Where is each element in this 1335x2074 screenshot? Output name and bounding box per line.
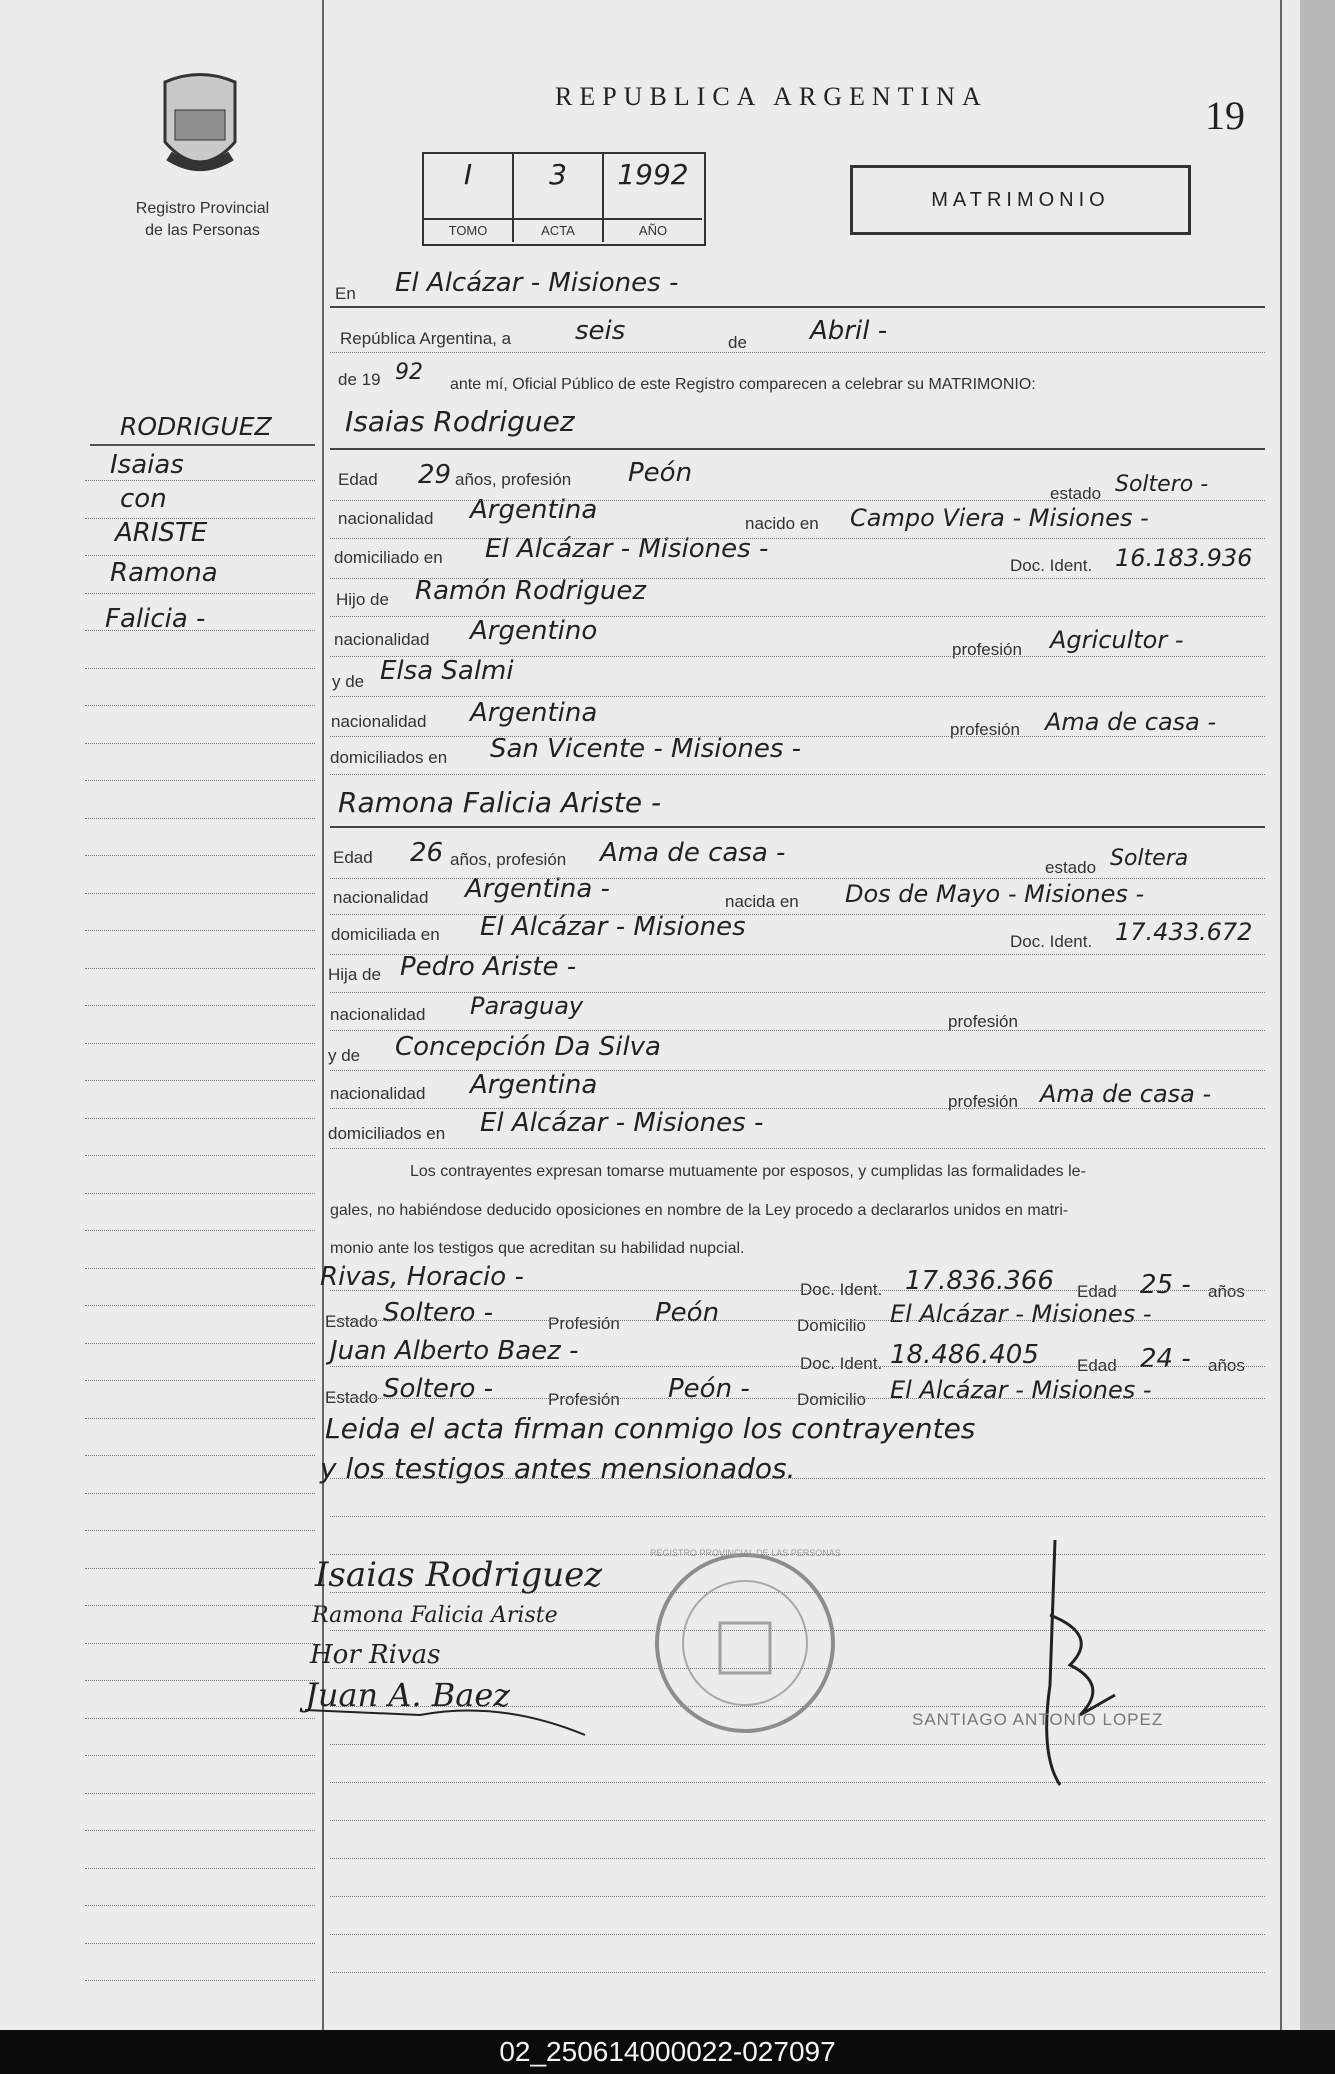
bride-birthplace: Dos de Mayo - Misiones - (845, 880, 1145, 908)
witness-1-profession: Peón (655, 1298, 720, 1328)
margin-line (85, 1268, 315, 1269)
ruled-line (330, 1366, 1265, 1367)
margin-line (85, 930, 315, 931)
record-index-box (422, 152, 706, 246)
bride-father-prof-label: profesión (948, 1012, 1018, 1031)
misiones-seal-icon (155, 72, 245, 182)
ruled-line (330, 1896, 1265, 1897)
bride-civil-status: Soltera (1110, 846, 1189, 871)
groom-father-nationality: Argentino (470, 616, 598, 646)
groom-anos-label: años, profesión (455, 470, 572, 489)
margin-line (85, 1155, 315, 1156)
margin-line (85, 780, 315, 781)
witness-2-civil-status: Soltero - (383, 1374, 494, 1404)
bride-name: Ramona Falicia Ariste - (338, 786, 662, 819)
margin-line (85, 1080, 315, 1081)
margin-line (85, 1118, 315, 1119)
margin-line (85, 1905, 315, 1906)
ruled-line (330, 500, 1265, 501)
margin-rule (90, 444, 315, 446)
margin-line (85, 593, 315, 594)
groom-hijo-label: Hijo de (336, 590, 389, 609)
groom-parents-dom-label: domiciliados en (330, 748, 448, 767)
groom-address: El Alcázar - Misiones - (485, 534, 769, 564)
ruled-line (330, 1478, 1265, 1479)
country-title: REPUBLICA ARGENTINA (555, 82, 988, 111)
signature-bride: Ramona Falicia Ariste (312, 1603, 558, 1628)
margin-surname-groom: RODRIGUEZ (120, 412, 272, 441)
margin-line (85, 480, 315, 481)
witness-1-address: El Alcázar - Misiones - (890, 1300, 1152, 1328)
ruled-line (330, 878, 1265, 879)
groom-father-prof-label: profesión (952, 640, 1022, 659)
acta-value: 3 (549, 158, 567, 191)
scan-filename: 02_250614000022-027097 (499, 2036, 836, 2067)
ruled-line (330, 954, 1265, 955)
margin-con: con (120, 484, 167, 514)
bride-address: El Alcázar - Misiones (480, 912, 746, 942)
signature-witness-2: Juan A. Baez (305, 1676, 511, 1714)
anio-cell (604, 154, 702, 242)
margin-line (85, 1418, 315, 1419)
witness-1-anos-label: años (1208, 1282, 1245, 1301)
groom-nac-label: nacionalidad (338, 509, 434, 528)
official-signature-icon (1020, 1535, 1140, 1795)
margin-line (85, 630, 315, 631)
witness-2-address: El Alcázar - Misiones - (890, 1376, 1152, 1404)
bride-doc-label: Doc. Ident. (1010, 932, 1093, 951)
margin-line (85, 518, 315, 519)
year-suffix: 92 (395, 360, 423, 385)
ruled-line (330, 826, 1265, 828)
ruled-line (330, 774, 1265, 775)
year-prefix: de 19 (338, 370, 381, 389)
margin-line (85, 1193, 315, 1194)
official-name: SANTIAGO ANTONIO LOPEZ (912, 1710, 1164, 1729)
margin-line (85, 1718, 315, 1719)
record-type: MATRIMONIO (850, 165, 1191, 235)
groom-profession: Peón (628, 458, 693, 488)
ruled-line (330, 1070, 1265, 1071)
page-edge (1300, 0, 1335, 2030)
declaration-line-2: gales, no habiéndose deducido oposiciones en nombre de la Ley procedo a declararlos unidos en matri- (330, 1202, 1069, 1219)
margin-line (85, 1305, 315, 1306)
ruled-line (330, 1290, 1265, 1291)
ruled-line (330, 1148, 1265, 1149)
groom-civil-status: Soltero - (1115, 472, 1209, 497)
witness-1-estado-label: Estado (325, 1312, 378, 1331)
groom-age: 29 (418, 460, 452, 490)
bride-doc-number: 17.433.672 (1115, 918, 1253, 946)
groom-doc-number: 16.183.936 (1115, 544, 1253, 572)
margin-surname-bride: ARISTE (115, 518, 208, 548)
margin-name-bride: Ramona (110, 558, 218, 588)
ruled-line (330, 1934, 1265, 1935)
tomo-value: I (463, 158, 473, 191)
ruled-line (330, 448, 1265, 450)
margin-line (85, 555, 315, 556)
witness-1-doc-label: Doc. Ident. (800, 1280, 883, 1299)
witness-1-doc: 17.836.366 (905, 1266, 1054, 1296)
ruled-line (330, 1398, 1265, 1399)
witness-2-edad-label: Edad (1077, 1356, 1117, 1375)
bride-hija-label: Hija de (328, 965, 381, 984)
bride-nac-label: nacionalidad (333, 888, 429, 907)
day-value: seis (575, 316, 626, 346)
republica-label: República Argentina, a (340, 329, 512, 348)
anio-value: 1992 (617, 158, 689, 191)
groom-yde-label: y de (332, 672, 365, 691)
margin-line (85, 968, 315, 969)
groom-doc-label: Doc. Ident. (1010, 556, 1093, 575)
bride-nacida-label: nacida en (725, 892, 799, 911)
ruled-line (330, 352, 1265, 353)
ruled-line (330, 578, 1265, 579)
witness-2-prof-label: Profesión (548, 1390, 620, 1409)
groom-mother-name: Elsa Salmi (380, 656, 514, 686)
bride-mother-name: Concepción Da Silva (395, 1032, 661, 1062)
groom-dom-label: domiciliado en (334, 548, 443, 567)
ruled-line (330, 992, 1265, 993)
bride-age: 26 (410, 838, 444, 868)
witness-2-estado-label: Estado (325, 1388, 378, 1407)
ruled-line (330, 306, 1265, 308)
bride-mother-nac-label: nacionalidad (330, 1084, 426, 1103)
acta-cell (514, 154, 604, 242)
ruled-line (330, 656, 1265, 657)
margin-line (85, 893, 315, 894)
witness-2-doc-label: Doc. Ident. (800, 1354, 883, 1373)
margin-line (85, 1943, 315, 1944)
page-right-border (1280, 0, 1282, 2030)
intro-statement: ante mí, Oficial Público de este Registro comparecen a celebrar su MATRIMONIO: (450, 376, 1036, 393)
witness-1-age: 25 - (1140, 1270, 1191, 1300)
margin-line (85, 1005, 315, 1006)
ruled-line (330, 1820, 1265, 1821)
witness-2-dom-label: Domicilio (797, 1390, 866, 1409)
bride-nationality: Argentina - (465, 874, 610, 904)
groom-name: Isaias Rodriguez (345, 405, 575, 438)
declaration-line-3: monio ante los testigos que acreditan su habilidad nupcial. (330, 1240, 745, 1257)
groom-mother-prof-label: profesión (950, 720, 1020, 739)
witness-1-edad-label: Edad (1077, 1282, 1117, 1301)
margin-line (85, 1568, 315, 1569)
closing-line-2: y los testigos antes mensionados. (320, 1452, 796, 1485)
bride-mother-nationality: Argentina (470, 1070, 598, 1100)
bride-edad-label: Edad (333, 848, 373, 867)
witness-1-dom-label: Domicilio (797, 1316, 866, 1335)
margin-line (85, 1530, 315, 1531)
margin-line (85, 668, 315, 669)
ruled-line (330, 616, 1265, 617)
bride-dom-label: domiciliada en (331, 925, 440, 944)
anio-label: AÑO (604, 218, 702, 242)
groom-mother-profession: Ama de casa - (1045, 708, 1217, 736)
official-stamp-icon (650, 1548, 840, 1738)
witness-2-age: 24 - (1140, 1344, 1191, 1374)
page-number: 19 (1205, 93, 1245, 138)
margin-line (85, 1493, 315, 1494)
groom-nationality: Argentina (470, 495, 598, 525)
place-value: El Alcázar - Misiones - (395, 268, 679, 298)
ruled-line (330, 1030, 1265, 1031)
ruled-line (330, 914, 1265, 915)
margin-line (85, 705, 315, 706)
en-label: En (335, 284, 356, 303)
margin-line (85, 1043, 315, 1044)
bride-parents-address: El Alcázar - Misiones - (480, 1108, 764, 1138)
bride-mother-profession: Ama de casa - (1040, 1080, 1212, 1108)
signature-groom: Isaias Rodriguez (315, 1555, 603, 1595)
ruled-line (330, 1972, 1265, 1973)
acta-label: ACTA (514, 218, 602, 242)
margin-line (85, 1755, 315, 1756)
margin-line (85, 1868, 315, 1869)
witness-1-prof-label: Profesión (548, 1314, 620, 1333)
ruled-line (330, 1516, 1265, 1517)
witness-2-profession: Peón - (668, 1374, 750, 1404)
groom-father-profession: Agricultor - (1050, 626, 1184, 654)
margin-second-name-bride: Falicia - (105, 604, 206, 634)
margin-line (85, 1643, 315, 1644)
closing-line-1: Leida el acta firman conmigo los contrayentes (325, 1412, 976, 1445)
month-value: Abril - (810, 316, 888, 346)
margin-line (85, 1380, 315, 1381)
witness-2-name: Juan Alberto Baez - (330, 1336, 579, 1366)
margin-line (85, 855, 315, 856)
witness-2-anos-label: años (1208, 1356, 1245, 1375)
tomo-label: TOMO (424, 218, 512, 242)
tomo-cell (424, 154, 514, 242)
bride-estado-label: estado (1045, 858, 1097, 877)
groom-nacido-label: nacido en (745, 514, 819, 533)
margin-line (85, 1343, 315, 1344)
bride-profession: Ama de casa - (600, 838, 786, 868)
margin-line (85, 743, 315, 744)
margin-line (85, 1230, 315, 1231)
official-stamp-text: REGISTRO PROVINCIAL DE LAS PERSONAS (650, 1548, 841, 1558)
bride-father-nac-label: nacionalidad (330, 1005, 426, 1024)
margin-line (85, 1830, 315, 1831)
bride-anos-label: años, profesión (450, 850, 567, 869)
witness-1-name: Rivas, Horacio - (320, 1262, 524, 1292)
margin-line (85, 1605, 315, 1606)
groom-estado-label: estado (1050, 484, 1102, 503)
margin-line (85, 1980, 315, 1981)
groom-birthplace: Campo Viera - Misiones - (850, 504, 1149, 532)
de-label: de (728, 333, 747, 352)
margin-line (85, 1680, 315, 1681)
witness-2-doc: 18.486.405 (890, 1340, 1039, 1370)
registry-name: Registro Provincial de las Personas (135, 200, 270, 239)
margin-line (85, 1455, 315, 1456)
ruled-line (330, 538, 1265, 539)
signature-witness-1: Hor Rivas (310, 1640, 441, 1670)
witness-1-civil-status: Soltero - (383, 1298, 494, 1328)
groom-father-name: Ramón Rodriguez (415, 576, 646, 606)
signature-flourish-icon (300, 1690, 590, 1740)
bride-mother-prof-label: profesión (948, 1092, 1018, 1111)
bride-parents-dom-label: domiciliados en (328, 1124, 446, 1143)
margin-line (85, 1793, 315, 1794)
groom-mother-nac-label: nacionalidad (331, 712, 427, 731)
ruled-line (330, 1320, 1265, 1321)
margin-line (85, 818, 315, 819)
groom-father-nac-label: nacionalidad (334, 630, 430, 649)
ruled-line (330, 736, 1265, 737)
bride-father-nationality: Paraguay (470, 992, 584, 1020)
ruled-line (330, 696, 1265, 697)
declaration-line-1: Los contrayentes expresan tomarse mutuamente por esposos, y cumplidas las formalidades le- (410, 1163, 1086, 1180)
bride-father-name: Pedro Ariste - (400, 952, 577, 982)
groom-mother-nationality: Argentina (470, 698, 598, 728)
groom-edad-label: Edad (338, 470, 378, 489)
ruled-line (330, 1858, 1265, 1859)
bride-yde-label: y de (328, 1046, 361, 1065)
ruled-line (330, 1108, 1265, 1109)
margin-name-groom: Isaias (110, 450, 184, 480)
groom-parents-address: San Vicente - Misiones - (490, 734, 802, 764)
